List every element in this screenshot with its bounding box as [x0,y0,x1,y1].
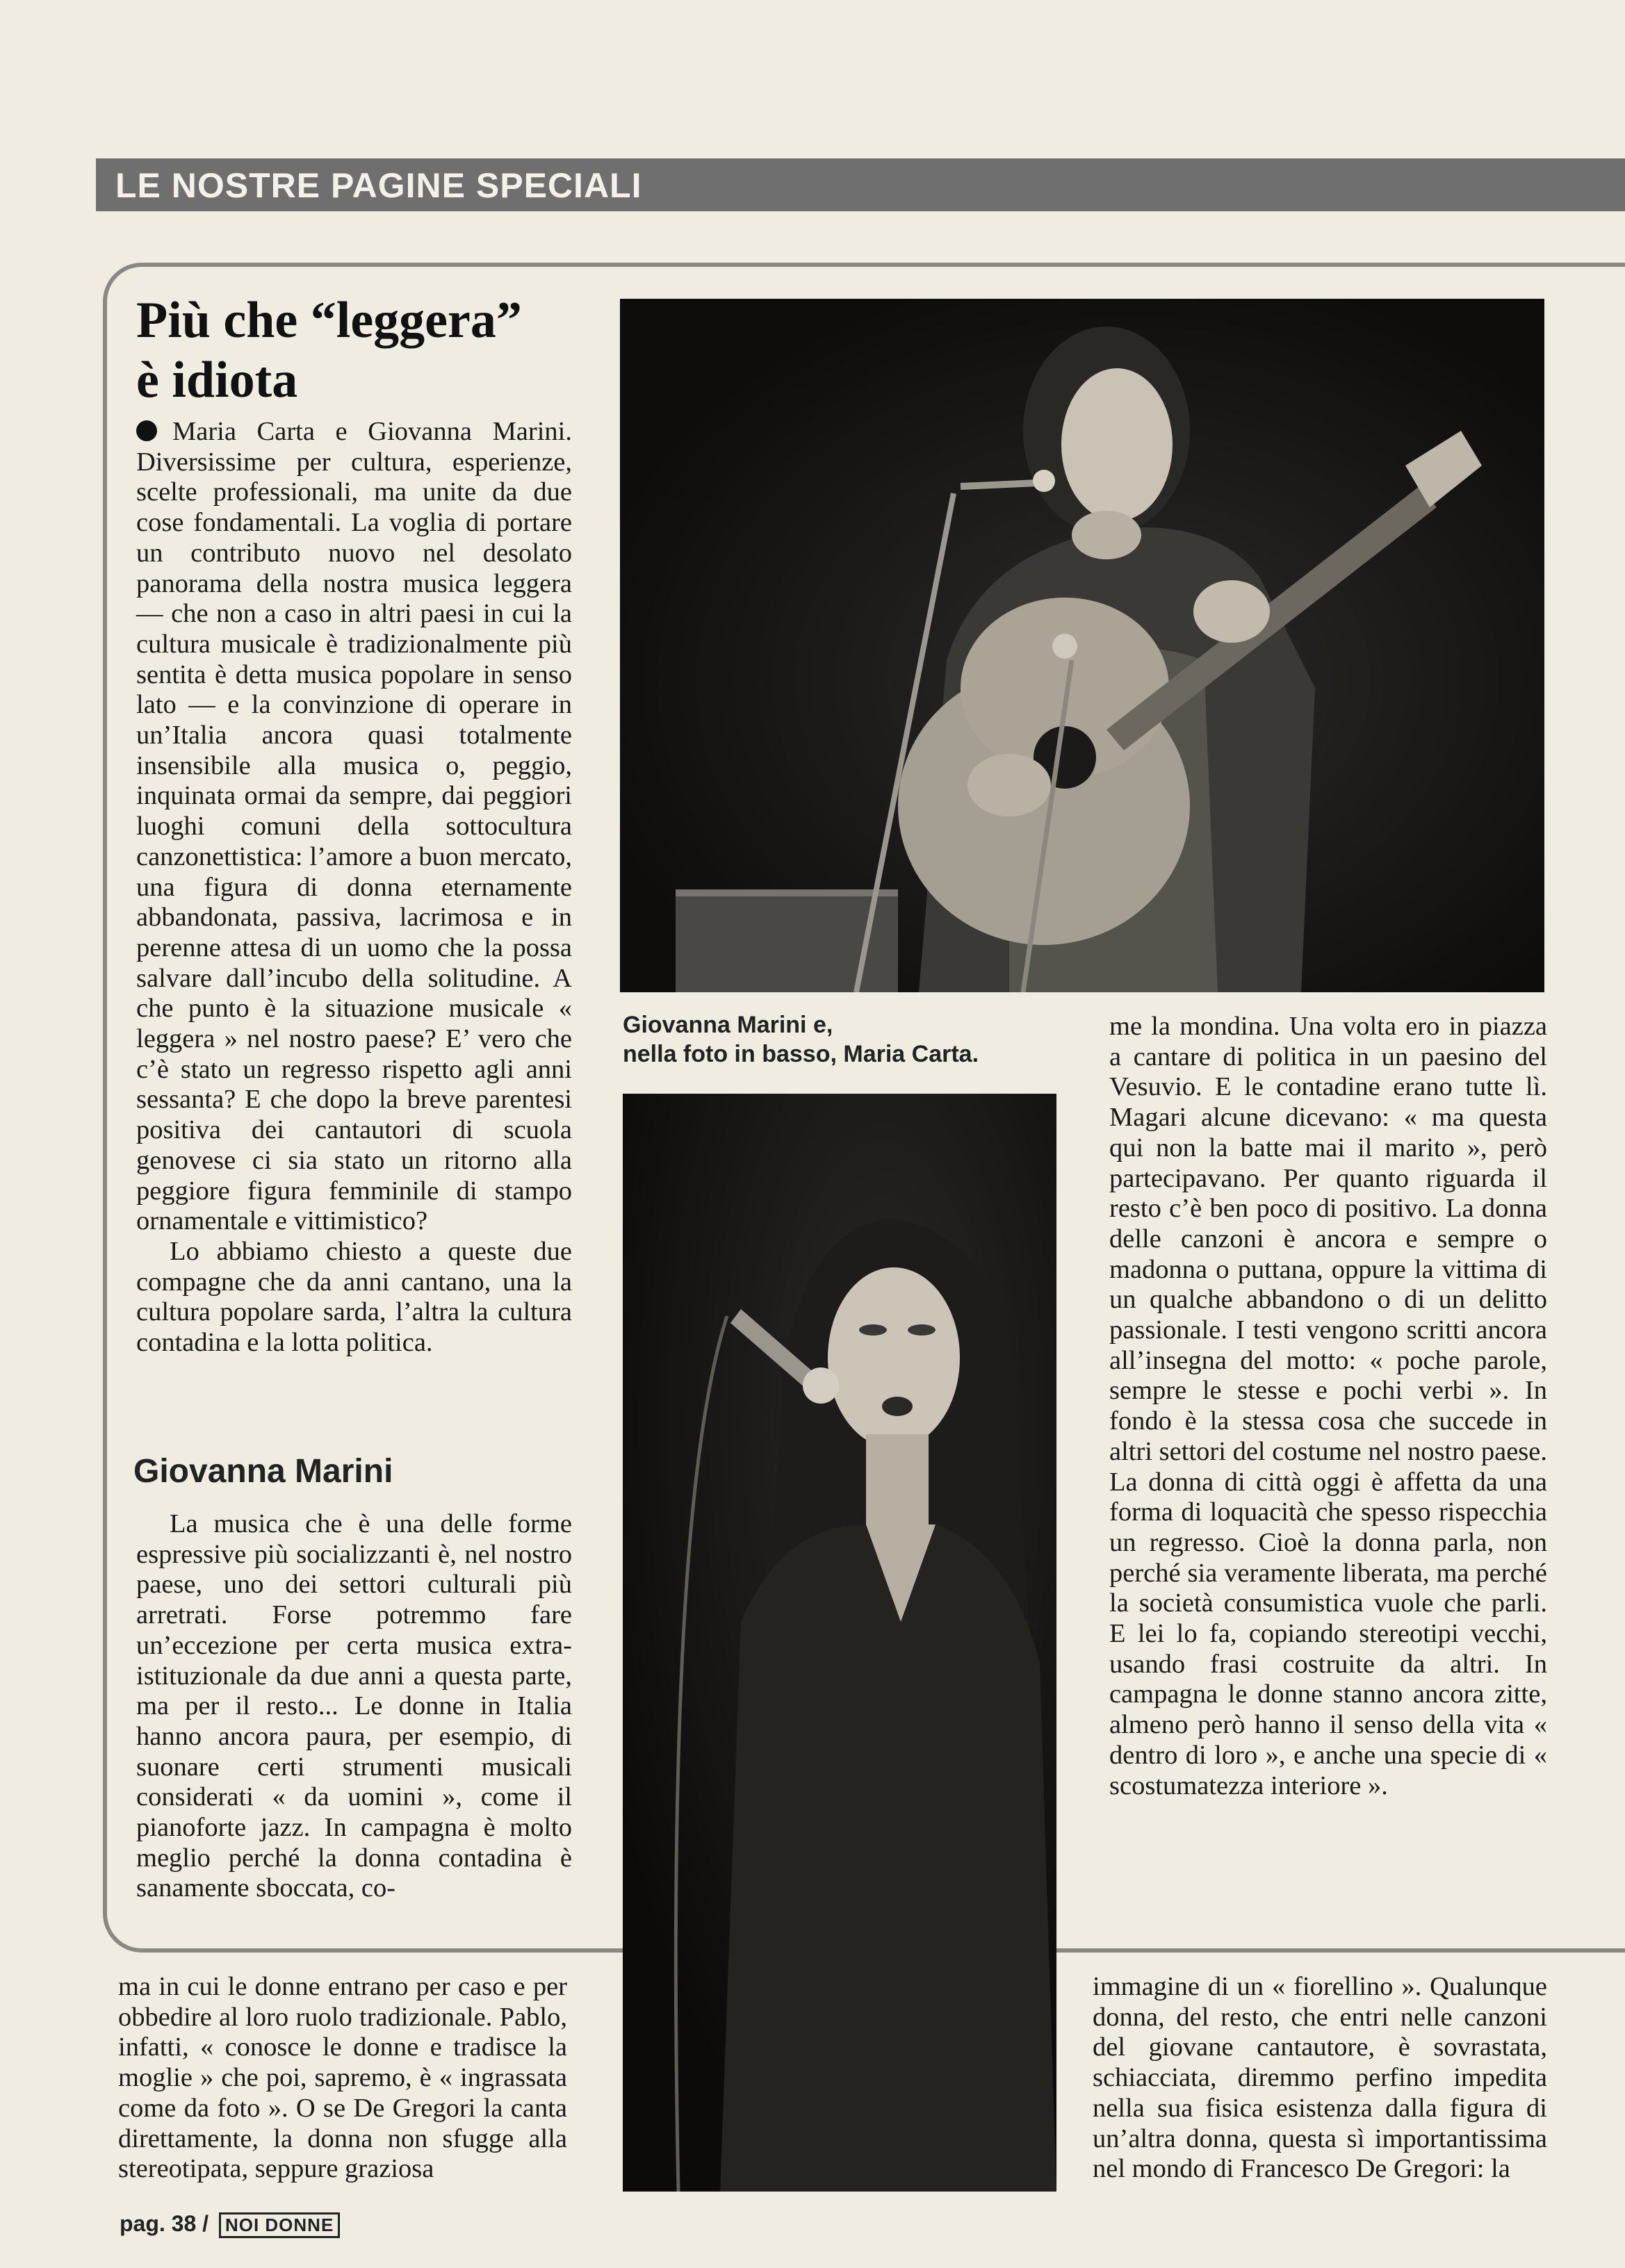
subheading-giovanna-marini: Giovanna Marini [133,1453,393,1490]
marini-paragraph: La musica che è una delle forme espressive più socializzanti è, nel nostro paese, uno dei settori culturali più arretrati. Forse potremmo fare un’eccezione per certa musica extra-istituzionale da due anni a questa parte, ma per il resto... Le donne in Italia hanno ancora paura, per esempio, di suonare certi strumenti musicali considerati « da uomini », come il pianoforte jazz. In campagna è molto meglio perché la donna contadina è sanamente sboccata, co- [136,1509,572,1903]
article-headline [136,290,581,410]
magazine-logo: NOI DONNE [219,2212,340,2238]
bottom-right-column [1093,1972,1547,2185]
photo-caption [623,1010,1068,1069]
caption-line-2: nella foto in basso, Maria Carta. [623,1041,979,1067]
intro-paragraph-1: Maria Carta e Giovanna Marini. Diversissime per cultura, esperienze, scelte professionali, ma unite da due cose fondamentali. La voglia di portare un contributo nuovo nel desolato panorama della nostra musica leggera — che non a caso in altri paesi in cui la cultura musicale è tradizionalmente più sentita è detta musica popolare in senso lato — e la convinzione di operare in un’Italia ancora quasi totalmente insensibile alla musica o, peggio, inquinata ormai da sempre, dai peggiori luoghi comuni della sottocultura canzonettistica: l’amore a buon mercato, una figura di donna eternamente abbandonata, passiva, lacrimosa e in perenne attesa di un uomo che la possa salvare dall’incubo della solitudine. A che punto è la situazione musicale « leggera » nel nostro paese? E’ vero che c’è stato un regresso rispetto agli anni sessanta? E che dopo la breve parentesi positiva dei cantautori di scuola genovese ci sia stato un ritorno alla peggiore figura femminile di stampo ornamentale e vittimistico? [136,417,572,1236]
bottom-right-paragraph: immagine di un « fiorellino ». Qualunque donna, del resto, che entri nelle canzoni del giovane cantautore, è sovrastata, schiacciata, diremmo perfino impedita nella sua fisica esistenza dalla figura di un’altra donna, questa sì importantissima nel mondo di Francesco De Gregori: la [1093,1972,1547,2184]
marini-column [136,1509,572,1904]
intro-column [136,417,572,1358]
intro-paragraph-2: Lo abbiamo chiesto a queste due compagne che da anni cantano, una la cultura popolare sarda, l’altra la cultura contadina e la lotta politica. [136,1236,572,1358]
page-footer [120,2211,340,2238]
right-column [1109,1012,1547,1801]
bullet-icon [136,420,157,441]
section-banner-label: LE NOSTRE PAGINE SPECIALI [115,166,642,205]
page-number: pag. 38 [120,2211,197,2236]
bottom-left-paragraph: ma in cui le donne entrano per caso e per obbedire al loro ruolo tradizionale. Pablo, infatti, « conosce le donne e tradisce la moglie » che poi, sapremo, è « ingrassata come da foto ». O se De Gregori la canta direttamente, la donna non sfugge alla stereotipata, seppure graziosa [118,1972,567,2184]
footer-separator: / [202,2211,209,2236]
headline-line-2: è idiota [136,352,298,409]
photo-maria-carta [623,1094,1056,2192]
bottom-left-column [118,1972,567,2185]
headline-line-1: Più che “leggera” [136,292,522,349]
photo-giovanna-marini [620,299,1544,992]
right-column-paragraph: me la mondina. Una volta ero in piazza a cantare di politica in un paesino del Vesuvio. E le contadine erano tutte lì. Magari alcune dicevano: « ma questa qui non la batte mai il marito », però partecipavano. Per quanto riguarda il resto c’è ben poco di positivo. La donna delle canzoni è ancora e sempre o madonna o puttana, oppure la vittima di un qualche abbandono o di un delitto passionale. I testi vengono scritti ancora all’insegna del motto: « poche parole, sempre le stesse e pochi verbi ». In fondo è la stessa cosa che succede in altri settori del costume nel nostro paese. La donna di città oggi è affetta da una forma di loquacità che spesso rispecchia un regresso. Cioè la donna parla, non perché sia veramente liberata, ma perché la società consumistica vuole che parli. E lei lo fa, copiando stereotipi vecchi, usando frasi costruite da altri. In campagna le donne stanno ancora zitte, almeno però hanno il senso della vita « dentro di loro », e anche una specie di « scostumatezza interiore ». [1109,1012,1547,1800]
section-banner [96,158,1625,211]
caption-line-1: Giovanna Marini e, [623,1012,833,1038]
singer-photo-image [623,1094,1056,2192]
guitarist-photo-image [620,299,1544,992]
